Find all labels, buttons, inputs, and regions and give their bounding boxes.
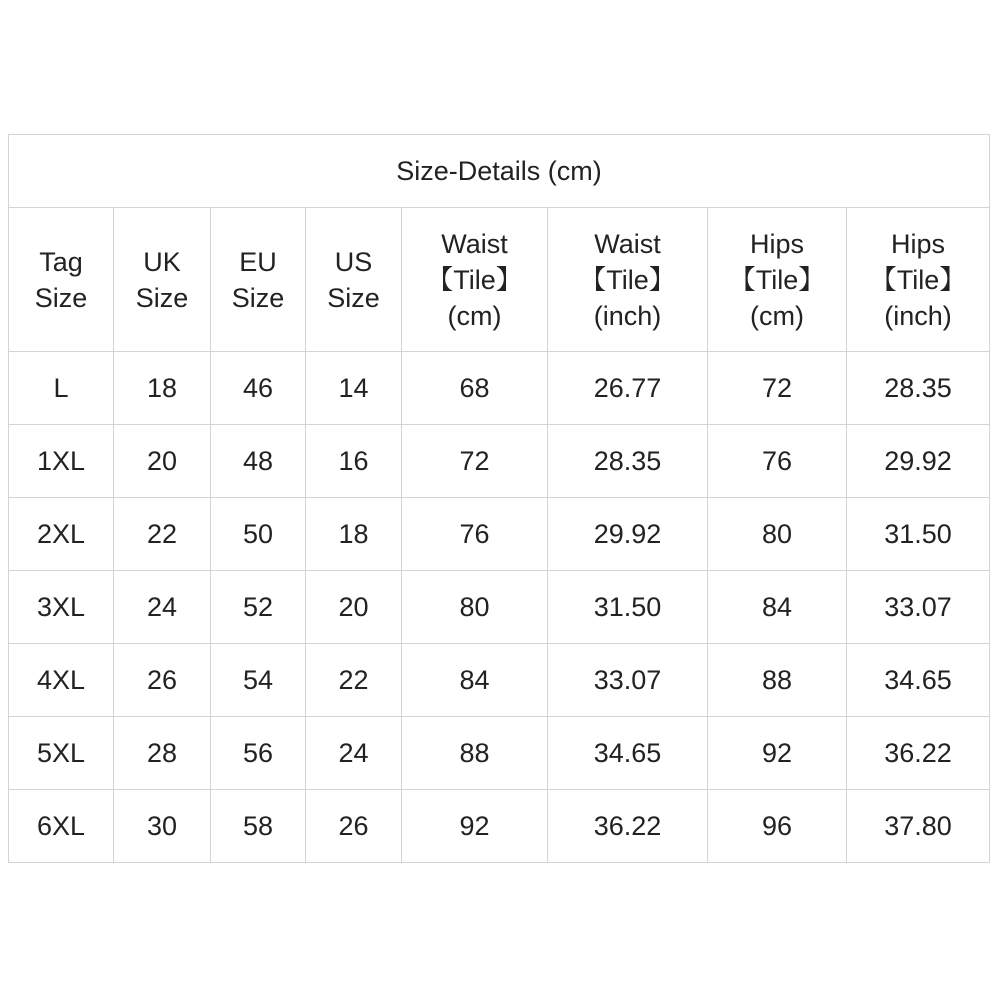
column-header xyxy=(708,208,847,352)
table-cell: 18 xyxy=(114,352,211,425)
table-cell: 5XL xyxy=(9,717,114,790)
title-row xyxy=(9,135,990,208)
table-cell: 34.65 xyxy=(548,717,708,790)
table-cell: 20 xyxy=(306,571,402,644)
column-header-line: (cm) xyxy=(750,300,804,331)
column-header-line: (cm) xyxy=(447,300,502,331)
table-cell: 84 xyxy=(402,644,548,717)
table-cell: 50 xyxy=(211,498,306,571)
column-header-line: (inch) xyxy=(884,300,952,331)
table-row xyxy=(9,717,990,790)
column-header-line: (inch) xyxy=(593,300,662,331)
column-header-line: EU xyxy=(239,246,277,277)
table-cell: 76 xyxy=(708,425,847,498)
table-cell: 46 xyxy=(211,352,306,425)
column-header-line: UK xyxy=(143,246,181,277)
table-cell: 36.22 xyxy=(548,790,708,863)
table-cell: 92 xyxy=(708,717,847,790)
table-cell: 34.65 xyxy=(847,644,990,717)
table-cell: 54 xyxy=(211,644,306,717)
table-row xyxy=(9,644,990,717)
table-title: Size-Details (cm) xyxy=(9,135,990,208)
table-cell: 92 xyxy=(402,790,548,863)
table-cell: 37.80 xyxy=(847,790,990,863)
table-cell: 22 xyxy=(306,644,402,717)
column-header-line: Waist xyxy=(594,228,661,259)
table-row xyxy=(9,425,990,498)
table-cell: 1XL xyxy=(9,425,114,498)
table-cell: 20 xyxy=(114,425,211,498)
table-cell: 33.07 xyxy=(548,644,708,717)
table-cell: 33.07 xyxy=(847,571,990,644)
column-header xyxy=(9,208,114,352)
column-header-line: 【Tile】 xyxy=(426,264,523,295)
column-header xyxy=(211,208,306,352)
table-row xyxy=(9,790,990,863)
table-cell: 30 xyxy=(114,790,211,863)
column-header-line: Size xyxy=(135,282,189,313)
table-cell: 16 xyxy=(306,425,402,498)
table-cell: 26 xyxy=(114,644,211,717)
table-cell: 80 xyxy=(708,498,847,571)
table-cell: 28.35 xyxy=(548,425,708,498)
table-cell: 22 xyxy=(114,498,211,571)
column-header-line: Hips xyxy=(891,228,946,259)
table-cell: 3XL xyxy=(9,571,114,644)
table-cell: 24 xyxy=(306,717,402,790)
table-cell: 28 xyxy=(114,717,211,790)
table-cell: 48 xyxy=(211,425,306,498)
table-cell: 80 xyxy=(402,571,548,644)
column-header-line: 【Tile】 xyxy=(728,264,826,295)
table-cell: 56 xyxy=(211,717,306,790)
column-header-line: 【Tile】 xyxy=(579,264,676,295)
table-cell: 28.35 xyxy=(847,352,990,425)
column-header-line: 【Tile】 xyxy=(869,264,967,295)
table-cell: 14 xyxy=(306,352,402,425)
table-cell: 88 xyxy=(708,644,847,717)
table-cell: 72 xyxy=(402,425,548,498)
table-row xyxy=(9,571,990,644)
table-cell: 31.50 xyxy=(548,571,708,644)
column-header xyxy=(548,208,708,352)
table-cell: L xyxy=(9,352,114,425)
table-cell: 2XL xyxy=(9,498,114,571)
table-cell: 52 xyxy=(211,571,306,644)
table-cell: 26.77 xyxy=(548,352,708,425)
column-header-line: Tag xyxy=(39,246,83,277)
table-cell: 68 xyxy=(402,352,548,425)
table-cell: 72 xyxy=(708,352,847,425)
table-row xyxy=(9,498,990,571)
size-chart-table xyxy=(8,134,990,863)
table-cell: 31.50 xyxy=(847,498,990,571)
column-header xyxy=(847,208,990,352)
table-cell: 36.22 xyxy=(847,717,990,790)
table-cell: 26 xyxy=(306,790,402,863)
table-row xyxy=(9,352,990,425)
column-header xyxy=(306,208,402,352)
column-header-line: Size xyxy=(34,282,88,313)
column-header-line: Waist xyxy=(441,228,508,259)
table-cell: 29.92 xyxy=(847,425,990,498)
column-header xyxy=(114,208,211,352)
table-cell: 18 xyxy=(306,498,402,571)
header-row xyxy=(9,208,990,352)
column-header xyxy=(402,208,548,352)
table-cell: 88 xyxy=(402,717,548,790)
column-header-line: Hips xyxy=(749,228,804,259)
table-cell: 29.92 xyxy=(548,498,708,571)
table-body xyxy=(9,352,990,863)
table-cell: 76 xyxy=(402,498,548,571)
table-cell: 6XL xyxy=(9,790,114,863)
table-cell: 24 xyxy=(114,571,211,644)
table-cell: 84 xyxy=(708,571,847,644)
column-header-line: Size xyxy=(231,282,285,313)
table-cell: 58 xyxy=(211,790,306,863)
column-header-line: US xyxy=(334,246,373,277)
column-header-line: Size xyxy=(327,282,380,313)
table-cell: 4XL xyxy=(9,644,114,717)
table-cell: 96 xyxy=(708,790,847,863)
